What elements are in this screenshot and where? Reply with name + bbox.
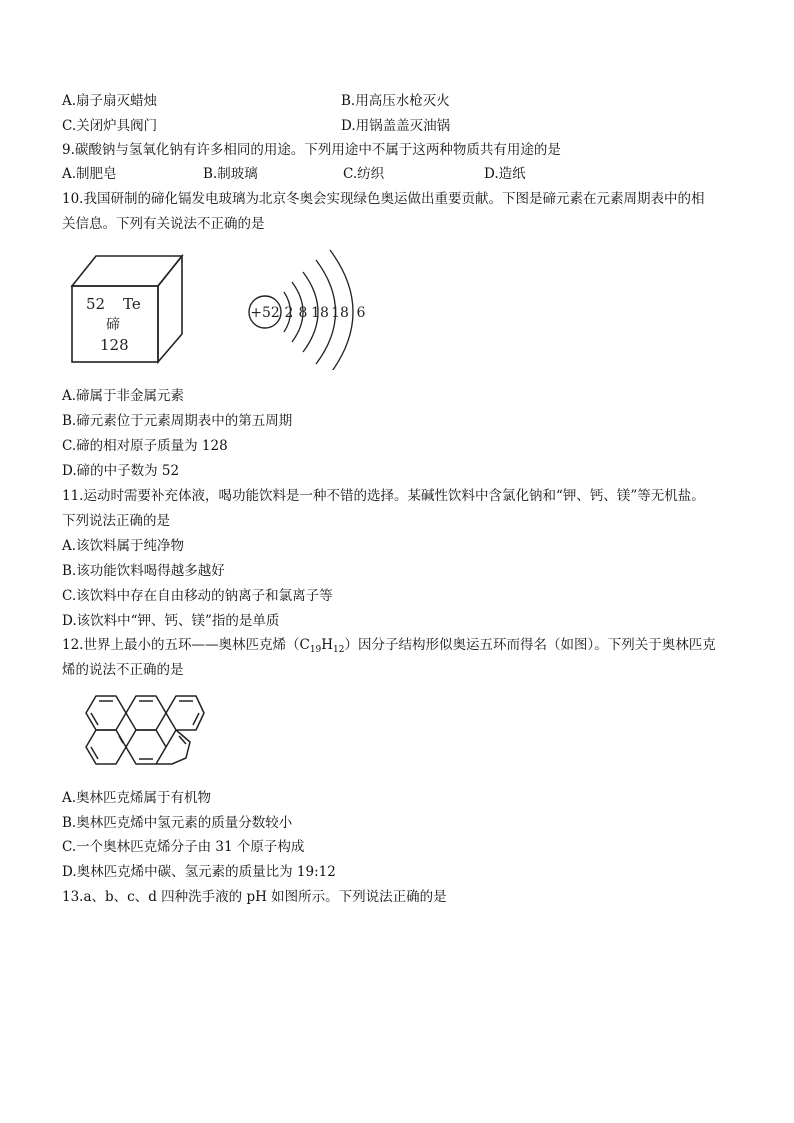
q12-option-a: A.奥林匹克烯属于有机物 (62, 790, 212, 806)
element-mass: 128 (100, 336, 129, 354)
q12-stem-pre: 12.世界上最小的五环——奥林匹克烯（C (62, 637, 310, 653)
q9-option-a: A.制肥皂 (62, 166, 117, 182)
shell-electrons-5: 6 (356, 305, 366, 321)
q10-option-d: D.碲的中子数为 52 (62, 463, 180, 479)
q12-option-c: C.一个奥林匹克烯分子由 31 个原子构成 (62, 839, 305, 855)
q12-hydrogen-count: 12 (333, 645, 345, 655)
q10-option-b: B.碲元素位于元素周期表中的第五周期 (62, 413, 293, 429)
q9-option-c: C.纺织 (343, 166, 385, 182)
nucleus-charge: +52 (250, 305, 280, 321)
atomic-structure (249, 250, 366, 370)
element-name: 碲 (106, 317, 120, 333)
q9-option-d: D.造纸 (484, 166, 526, 182)
q8-option-a: A.扇子扇灭蜡烛 (62, 93, 158, 109)
q10-option-a: A.碲属于非金属元素 (62, 388, 185, 404)
q9-stem: 9.碳酸钠与氢氧化钠有许多相同的用途。下列用途中不属于这两种物质共有用途的是 (62, 142, 561, 158)
element-symbol: Te (123, 295, 141, 313)
q12-carbon-count: 19 (309, 645, 322, 655)
q11-option-a: A.该饮料属于纯净物 (62, 538, 185, 554)
q11-stem-line1: 11.运动时需要补充体液，喝功能饮料是一种不错的选择。某碱性饮料中含氯化钠和“钾、钙、镁”等无机盐。 (62, 488, 705, 504)
q12-option-d: D.奥林匹克烯中碳、氢元素的质量比为 19:12 (62, 864, 336, 880)
q11-option-d: D.该饮料中“钾、钙、镁”指的是单质 (62, 613, 280, 629)
q10-stem-line2: 关信息。下列有关说法不正确的是 (62, 216, 265, 232)
q8-option-d: D.用锅盖盖灭油锅 (341, 118, 451, 134)
q12-option-b: B.奥林匹克烯中氢元素的质量分数较小 (62, 815, 293, 831)
q12-stem-post: ）因分子结构形似奥运五环而得名（如图）。下列关于奥林匹克 (344, 637, 716, 653)
shell-electrons-2: 8 (298, 305, 308, 321)
olympicene-structure (68, 686, 208, 778)
q8-option-b: B.用高压水枪灭火 (341, 93, 450, 109)
shell-electrons-1: 2 (284, 305, 294, 321)
q10-stem-line1: 10.我国研制的碲化镉发电玻璃为北京冬奥会实现绿色奥运做出重要贡献。下图是碲元素在元素周期表中的相 (62, 191, 705, 207)
q12-stem-line2: 烯的说法不正确的是 (62, 662, 184, 678)
q13-stem: 13.a、b、c、d 四种洗手液的 pH 如图所示。下列说法正确的是 (62, 889, 447, 905)
q9-option-b: B.制玻璃 (203, 166, 258, 182)
tellurium-figure (60, 240, 380, 370)
shell-electrons-4: 18 (331, 305, 349, 321)
shell-electrons-3: 18 (311, 305, 329, 321)
q11-option-c: C.该饮料中存在自由移动的钠离子和氯离子等 (62, 588, 333, 604)
q11-option-b: B.该功能饮料喝得越多越好 (62, 563, 225, 579)
q12-hydrogen-symbol: H (321, 637, 334, 653)
q11-stem-line2: 下列说法正确的是 (62, 513, 170, 529)
element-number: 52 (86, 295, 106, 313)
q8-option-c: C.关闭炉具阀门 (62, 118, 158, 134)
q12-stem-line1 (62, 636, 716, 654)
q10-option-c: C.碲的相对原子质量为 128 (62, 438, 228, 454)
